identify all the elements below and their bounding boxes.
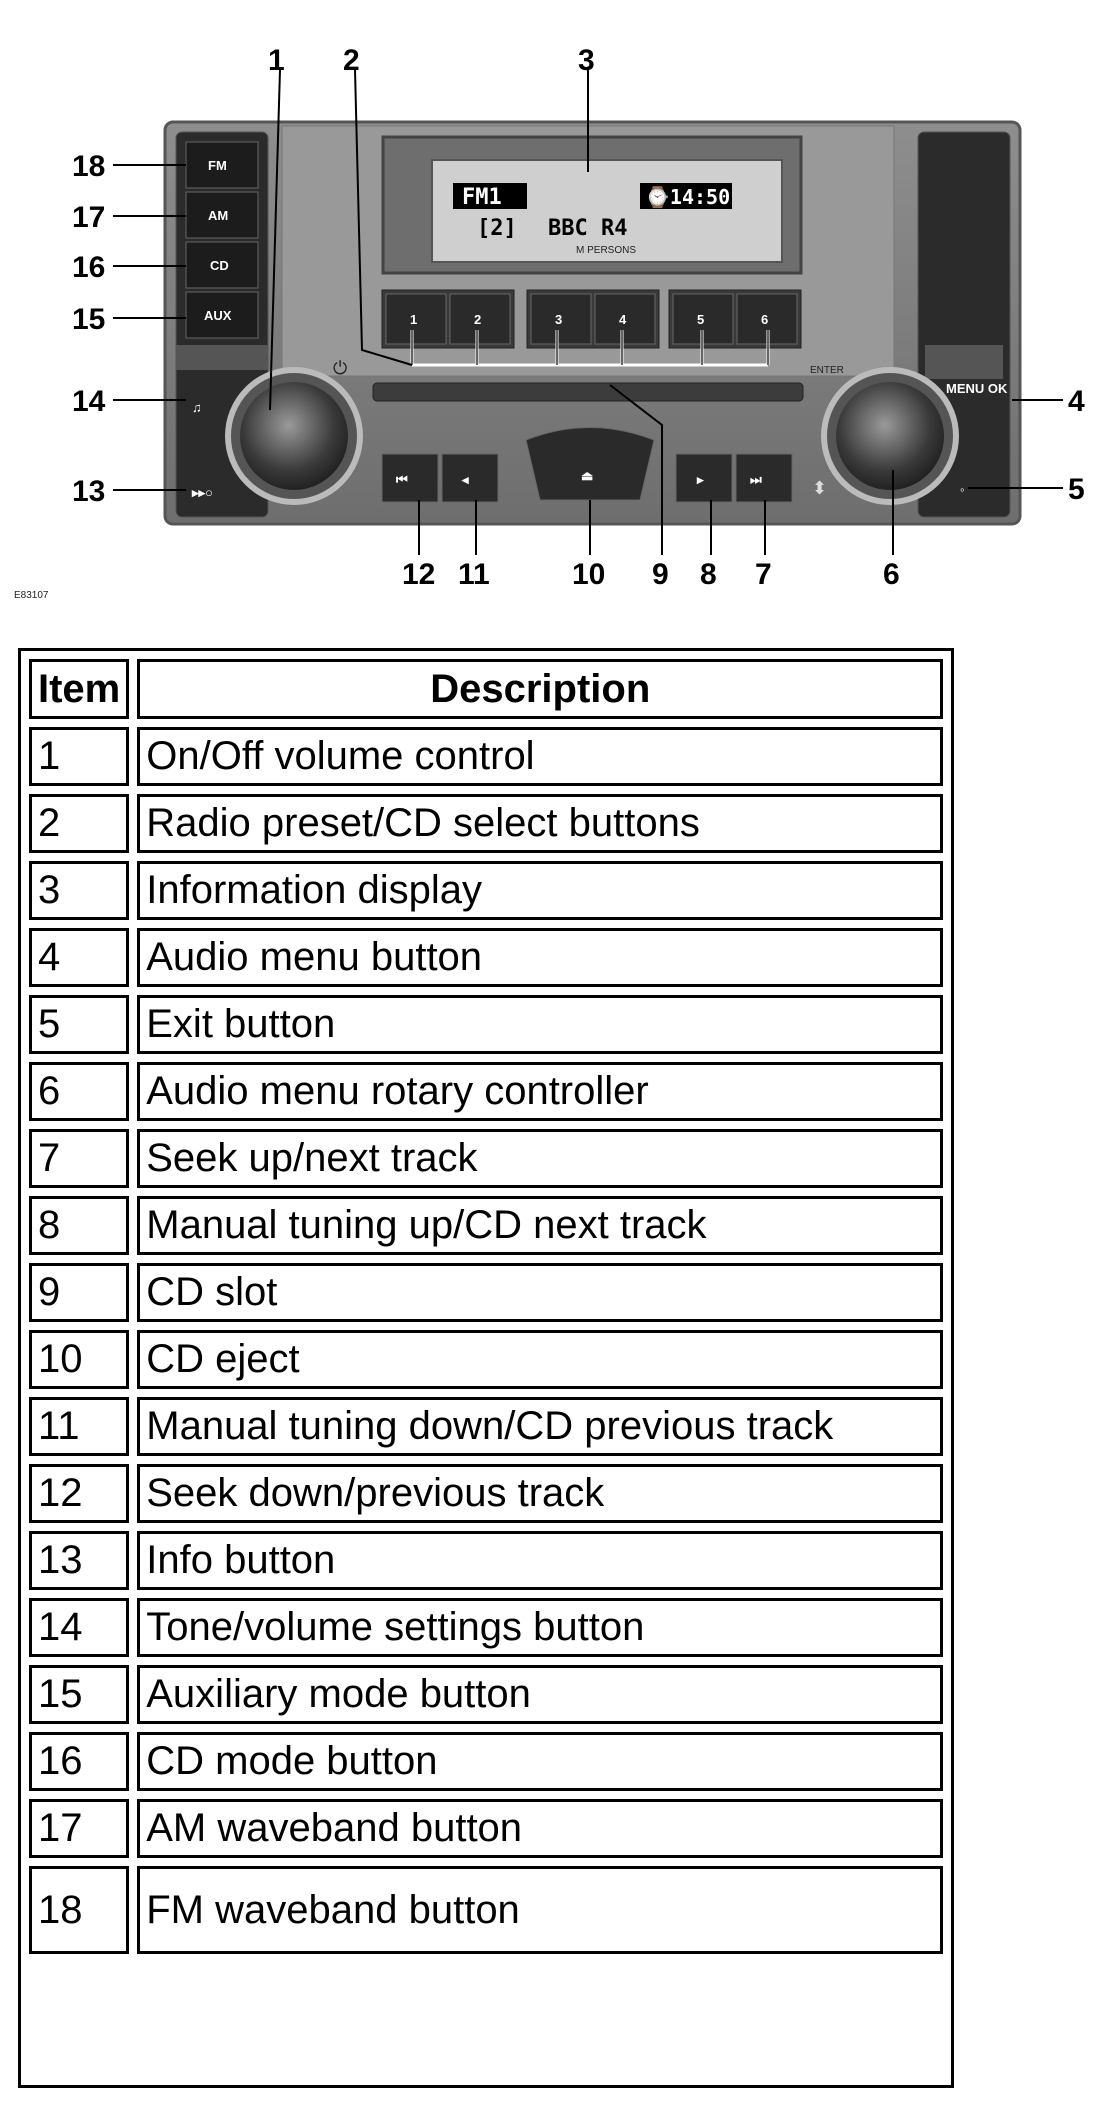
item-number: 5 [29, 995, 129, 1054]
callout-7: 7 [755, 558, 772, 591]
item-number: 14 [29, 1598, 129, 1657]
item-description: Auxiliary mode button [137, 1665, 943, 1724]
item-description: CD mode button [137, 1732, 943, 1791]
table-row [29, 794, 943, 853]
tone-button[interactable] [192, 400, 202, 415]
tune-up-button[interactable] [676, 454, 732, 502]
seek-down-button[interactable] [382, 454, 438, 502]
info-button[interactable] [191, 485, 213, 500]
callout-11: 11 [458, 558, 490, 591]
svg-text:AM: AM [208, 208, 229, 223]
callout-6: 6 [883, 558, 900, 591]
eject-button[interactable] [526, 428, 654, 501]
table-row [29, 1464, 943, 1523]
table-row [29, 995, 943, 1054]
item-description: Manual tuning down/CD previous track [137, 1397, 943, 1456]
item-description: CD slot [137, 1263, 943, 1322]
figure-code: E83107 [14, 590, 49, 601]
callout-18: 18 [72, 150, 106, 183]
item-number: 4 [29, 928, 129, 987]
table-row [29, 1129, 943, 1188]
display-station: BBC R4 [548, 216, 628, 241]
table-row [29, 1866, 943, 1954]
callout-2: 2 [343, 44, 360, 77]
callout-17: 17 [72, 201, 106, 234]
exit-button[interactable]: ◦ [960, 482, 965, 497]
skip-forward-icon: ⏭ [750, 472, 762, 487]
preset-button-2[interactable] [450, 294, 510, 344]
power-icon: ⏻ [333, 358, 348, 378]
item-description: Info button [137, 1531, 943, 1590]
legend-table [21, 651, 951, 1962]
display-subtext: M PERSONS [576, 245, 637, 256]
callout-1: 1 [268, 44, 285, 77]
callout-12: 12 [402, 558, 436, 591]
legend-header-row [29, 659, 943, 719]
table-row [29, 1196, 943, 1255]
item-description: CD eject [137, 1330, 943, 1389]
callout-14: 14 [72, 385, 106, 418]
item-number: 15 [29, 1665, 129, 1724]
item-header: Item [29, 659, 129, 719]
item-description: Seek down/previous track [137, 1464, 943, 1523]
item-description: Tone/volume settings button [137, 1598, 943, 1657]
svg-text:3: 3 [555, 312, 563, 327]
item-number: 10 [29, 1330, 129, 1389]
aux-button[interactable] [186, 292, 258, 338]
info-icon: ▸▸○ [192, 485, 213, 500]
table-row [29, 928, 943, 987]
callout-8: 8 [700, 558, 717, 591]
item-description: Seek up/next track [137, 1129, 943, 1188]
item-number: 12 [29, 1464, 129, 1523]
table-row [29, 1330, 943, 1389]
display-preset: [2] [477, 216, 517, 241]
item-number: 16 [29, 1732, 129, 1791]
right-arrow-icon: ▸ [697, 472, 704, 487]
svg-text:2: 2 [474, 312, 482, 327]
table-row [29, 1062, 943, 1121]
description-header: Description [137, 659, 943, 719]
legend-table-frame [18, 648, 954, 2088]
left-arrow-icon: ◂ [462, 472, 469, 487]
tune-down-button[interactable] [442, 454, 498, 502]
preset-button-1[interactable] [386, 294, 446, 344]
up-down-icon: ⬍ [812, 478, 828, 498]
item-description: Audio menu button [137, 928, 943, 987]
item-number: 7 [29, 1129, 129, 1188]
item-number: 17 [29, 1799, 129, 1858]
table-row [29, 1598, 943, 1657]
menu-button[interactable]: MENU OK [946, 381, 1008, 396]
preset-button-4[interactable] [595, 294, 655, 344]
table-row [29, 1531, 943, 1590]
item-description: Exit button [137, 995, 943, 1054]
item-description: On/Off volume control [137, 727, 943, 786]
item-description: AM waveband button [137, 1799, 943, 1858]
item-number: 9 [29, 1263, 129, 1322]
callout-5: 5 [1068, 473, 1085, 506]
callout-16: 16 [72, 251, 106, 284]
item-number: 3 [29, 861, 129, 920]
fm-button[interactable] [186, 142, 258, 188]
callout-15: 15 [72, 303, 106, 336]
cd-mode-button[interactable] [186, 242, 258, 288]
callout-10: 10 [572, 558, 606, 591]
table-row [29, 1799, 943, 1858]
radio-diagram [0, 0, 1101, 610]
display-band: FM1 [462, 185, 502, 210]
svg-text:1: 1 [410, 312, 418, 327]
item-description: FM waveband button [137, 1866, 943, 1954]
callout-13: 13 [72, 475, 106, 508]
svg-text:AUX: AUX [204, 308, 232, 323]
item-number: 8 [29, 1196, 129, 1255]
table-row [29, 1263, 943, 1322]
display-clock: ⌚14:50 [645, 185, 731, 209]
item-number: 18 [29, 1866, 129, 1954]
item-number: 6 [29, 1062, 129, 1121]
item-description: Audio menu rotary controller [137, 1062, 943, 1121]
table-row [29, 1665, 943, 1724]
item-description: Radio preset/CD select buttons [137, 794, 943, 853]
svg-text:4: 4 [619, 312, 627, 327]
table-row [29, 727, 943, 786]
item-number: 11 [29, 1397, 129, 1456]
cd-slot[interactable] [373, 383, 803, 401]
table-row [29, 1397, 943, 1456]
item-description: Information display [137, 861, 943, 920]
seek-up-button[interactable] [736, 454, 792, 502]
information-display [383, 137, 801, 273]
music-note-icon: ♫ [192, 400, 202, 415]
preset-button-3[interactable] [531, 294, 591, 344]
eject-icon: ⏏ [581, 468, 594, 483]
callout-9: 9 [652, 558, 669, 591]
svg-text:CD: CD [210, 258, 229, 273]
table-row [29, 1732, 943, 1791]
legend-body [29, 727, 943, 1954]
item-number: 1 [29, 727, 129, 786]
svg-text:6: 6 [761, 312, 769, 327]
callout-3: 3 [578, 44, 595, 77]
svg-text:FM: FM [208, 158, 227, 173]
skip-back-icon: ⏮ [396, 472, 408, 487]
callout-4: 4 [1068, 385, 1085, 418]
am-button[interactable] [186, 192, 258, 238]
table-row [29, 861, 943, 920]
enter-label: ENTER [810, 365, 844, 376]
item-number: 13 [29, 1531, 129, 1590]
item-number: 2 [29, 794, 129, 853]
svg-text:5: 5 [697, 312, 705, 327]
item-description: Manual tuning up/CD next track [137, 1196, 943, 1255]
